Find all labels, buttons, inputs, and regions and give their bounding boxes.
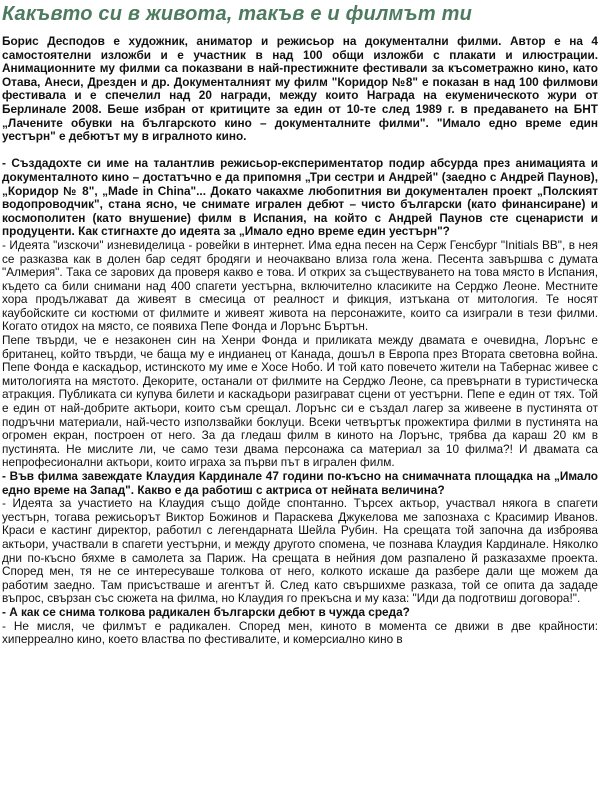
article-body [2, 35, 598, 647]
question-paragraph: - Създадохте си име на талантлив режисьор-експериментатор подир абсурда през анимацията и документалното кино – достатъчно е да припомня „Три сестри и Андрей" (заедно с Андрей Паунов), „Коридор № 8", „Made in China"... Докато чакахме любопитния ви документален проект „Полският водопроводчик", стана ясно, че снимате игрален дебют – чисто български (като финансиране) и космополитен (като внушение) филм в Испания, на който с Андрей Паунов сте сценаристи и продуценти. Как стигнахте до идеята за „Имало едно време един уестърн"? [2, 156, 598, 239]
answer-paragraph: Пепе твърди, че е незаконен син на Хенри Фонда и приликата между двамата е очевидна, Лорънс е британец, който твърди, че баща му е индианец от Канада, дошъл в Европа през Втората световна война. Пепе Фонда е каскадьор, истинското му име е Хосе Нобо. И той като повечето жители на Табернас живее с митологията на мястото. Декорите, останали от филмите на Серджо Леоне, са превърнати в туристическа атракция. Публиката си купува билети и каскадьори разиграват сцени от уестърни. Пепе е един от тях. Той е един от най-добрите актьори, които съм срещал. Лорънс си е създал лагер за живеене в пустинята от подръчни материали, най-често използвайки боклуци. Всеки четвъртък прожектира филми в пустинята на огромен екран, построен от него. За да гледаш филм в киното на Лорънс, трябва да караш 20 км в пустинята. Не мислите ли, че само тези двама персонажа са материал за 10 филма?! И двамата са непрофесионални актьори, които играха за първи път в игрален филм. [2, 333, 598, 470]
question-paragraph: - А как се снима толкова радикален български дебют в чужда среда? [2, 604, 410, 619]
intro-paragraph: Борис Десподов е художник, аниматор и режисьор на документални филми. Автор е на 4 самостоятелни изложби и е участник в над 100 общи изложби с плакати и илюстрации. Анимационните му филми са показвани в най-престижните фестивали за късометражно кино, като Отава, Анеси, Дрезден и др. Документалният му филм "Коридор №8" е показан в над 100 филмови фестивала и е спечелил над 20 награди, между които Награда на екуменическото жури от Берлинале 2008. Беше избран от критиците за един от 10-те след 1989 г. в предаването на БНТ „Лачените обувки на българското кино – документалните филми". "Имало едно време един уестърн" е дебютът му в игралното кино. [2, 34, 598, 144]
article-title: Какъвто си в живота, такъв е и филмът ти [2, 3, 473, 25]
question-paragraph: - Във филма завеждате Клаудия Кардинале 47 години по-късно на снимачната площадка на „Имало едно време на Запад". Какво е да работиш с актриса от нейната величина? [2, 469, 598, 497]
answer-paragraph: - Идеята "изскочи" изневиделица - ровейки в интернет. Има една песен на Серж Генсбург "Initials BB", в нея се разказва как в долен бар седят бродяги и неочаквано влиза гола жена. Песента завършва с думата "Алмерия". Така се зарових да проверя какво е това. И открих за съществуването на това място в Испания, където са били снимани над 400 спагети уестърна, включително класиките на Серджо Леоне. Местните хора продължават да живеят в смесица от реалност и фикция, изтъкана от митология. Те носят каубойските си костюми от филмите и живеят живота на персонажите, които са изиграли в тези филми. Когато отидох на място, се появиха Пепе Фонда и Лорънс Бъртън. [2, 237, 598, 334]
answer-paragraph: - Не мисля, че филмът е радикален. Според мен, киното в момента се движи в две крайности: хиперреално кино, което властва по фестивалите, и комерсиално кино в [2, 618, 598, 647]
answer-paragraph: - Идеята за участието на Клаудия също дойде спонтанно. Търсех актьор, участвал някога в спагети уестърн, тогава режисьорът Виктор Божинов и Параскева Джукелова ме запознаха с Красимир Иванов. Краси е кастинг директор, работил с легендарната Шейла Рубин. На срещата той започна да изброява актьори, участвали в спагети уестърни, и между другото спомена, че познава Клаудия Кардинале. Няколко дни по-късно бяхме в самолета за Париж. На срещата в нейния дом разпалено й разказахме проекта. Според мен, тя не се интересуваше толкова от него, колкото искаше да разбере дали ще можем да работим заедно. Там присъстваше и агентът й. След като свършихме разказа, той се опита да зададе въпрос, свързан със сюжета на филма, но Клаудия го прекъсна и му каза: "Иди да подготвиш договора!". [2, 496, 598, 606]
